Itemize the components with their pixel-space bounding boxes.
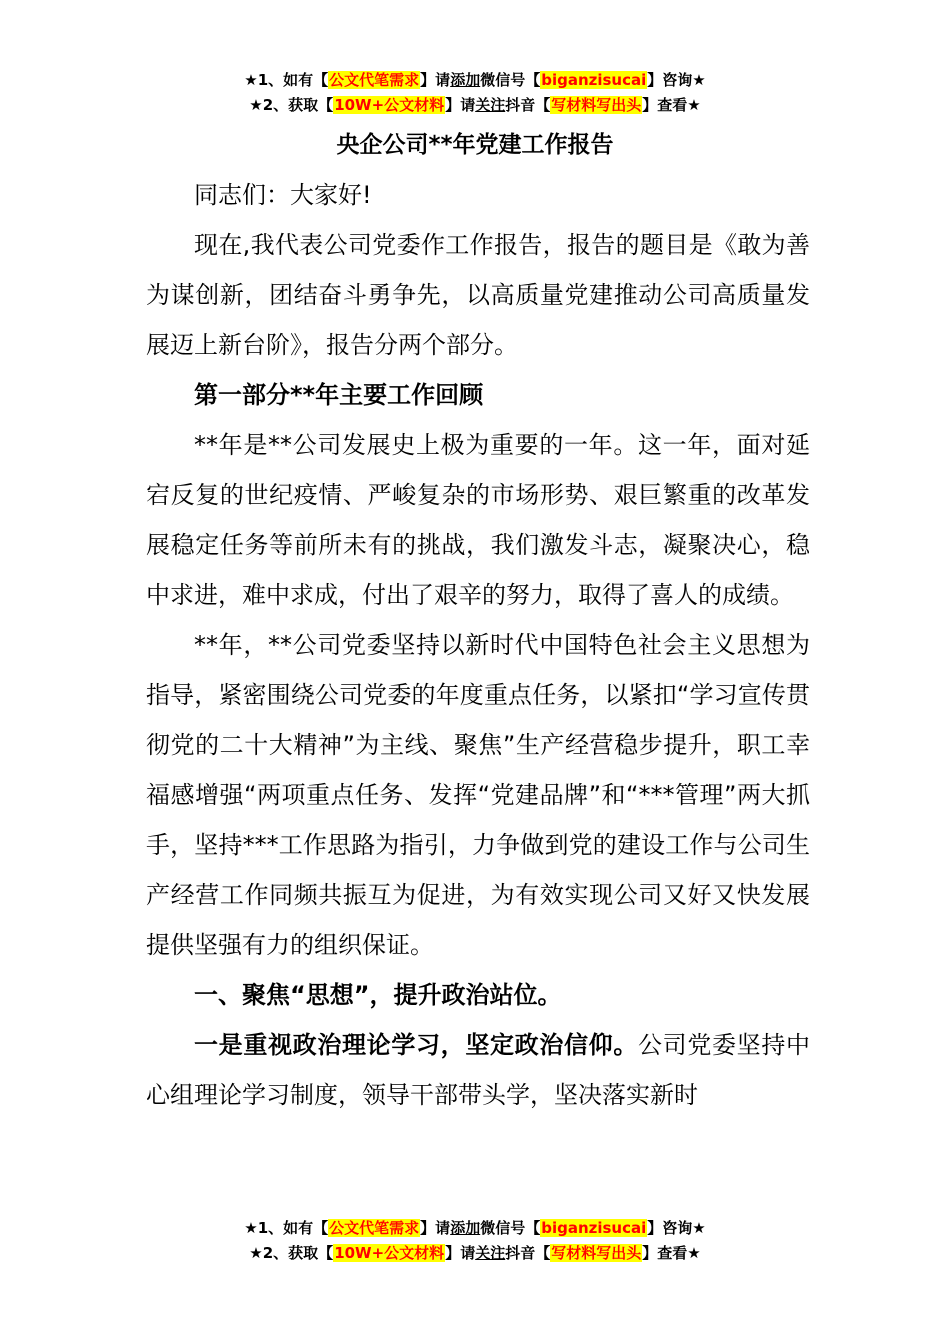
banner-text: 微信号【 (480, 1219, 541, 1237)
paragraph-lead-bold: 一是重视政治理论学习，坚定政治信仰。 (194, 1031, 638, 1059)
banner-text: 抖音【 (505, 1244, 551, 1262)
header-banner (0, 68, 950, 118)
banner-underlined-text: 添加 (450, 1219, 481, 1237)
banner-highlight: 写材料写出头 (551, 96, 642, 114)
banner-text: 】咨询★ (647, 71, 706, 89)
banner-highlight: 10W+公文材料 (334, 1244, 445, 1262)
banner-text: 微信号【 (480, 71, 541, 89)
banner-text: 】请 (420, 71, 451, 89)
section1-heading: 一、聚焦“思想”，提升政治站位。 (194, 981, 562, 1009)
document-title: 央企公司**年党建工作报告 (336, 132, 614, 158)
banner-highlight: biganzisucai (541, 1219, 647, 1237)
banner-text: 抖音【 (505, 96, 551, 114)
paragraph-text: 公司党委坚持中心组理论学习制度，领导干部带头学，坚决落实新时 (146, 1031, 810, 1109)
banner-highlight: 公文代笔需求 (329, 1219, 420, 1237)
banner-highlight: 公文代笔需求 (329, 71, 420, 89)
intro-paragraph: 现在,我代表公司党委作工作报告，报告的题目是《敢为善为谋创新，团结奋斗勇争先，以高质量党建推动公司高质量发展迈上新台阶》，报告分两个部分。 (146, 231, 810, 359)
body-paragraph-3 (146, 1020, 810, 1120)
body-paragraph-1: **年是**公司发展史上极为重要的一年。这一年，面对延宕反复的世纪疫情、严峻复杂的市场形势、艰巨繁重的改革发展稳定任务等前所未有的挑战，我们激发斗志，凝聚决心，稳中求进，难中求成，付出了艰辛的努力，取得了喜人的成绩。 (146, 431, 810, 609)
footer-banner (0, 1216, 950, 1266)
banner-highlight: biganzisucai (541, 71, 647, 89)
banner-text: ★2、获取【 (249, 96, 334, 114)
banner-text: 】查看★ (642, 1244, 701, 1262)
banner-underlined-text: 关注 (475, 1244, 506, 1262)
banner-text: 】请 (445, 96, 476, 114)
banner-text: 】咨询★ (647, 1219, 706, 1237)
document-body (146, 170, 810, 1120)
greeting-paragraph: 同志们：大家好! (194, 181, 372, 209)
banner-highlight: 10W+公文材料 (334, 96, 445, 114)
banner-text: ★1、如有【 (244, 1219, 329, 1237)
banner-line-2 (0, 1241, 950, 1266)
part1-heading: 第一部分**年主要工作回顾 (194, 381, 484, 409)
banner-text: 】查看★ (642, 96, 701, 114)
banner-underlined-text: 关注 (475, 96, 506, 114)
banner-underlined-text: 添加 (450, 71, 481, 89)
banner-line-1 (0, 68, 950, 93)
banner-line-1 (0, 1216, 950, 1241)
banner-text: ★2、获取【 (249, 1244, 334, 1262)
banner-text: ★1、如有【 (244, 71, 329, 89)
banner-text: 】请 (445, 1244, 476, 1262)
banner-line-2 (0, 93, 950, 118)
banner-text: 】请 (420, 1219, 451, 1237)
banner-highlight: 写材料写出头 (551, 1244, 642, 1262)
body-paragraph-2: **年，**公司党委坚持以新时代中国特色社会主义思想为指导，紧密围绕公司党委的年度重点任务，以紧扣“学习宣传贯彻党的二十大精神”为主线、聚焦”生产经营稳步提升，职工幸福感增强“两项重点任务、发挥“党建品牌”和“***管理”两大抓手，坚持***工作思路为指引，力争做到党的建设工作与公司生产经营工作同频共振互为促进，为有效实现公司又好又快发展提供坚强有力的组织保证。 (146, 631, 810, 959)
